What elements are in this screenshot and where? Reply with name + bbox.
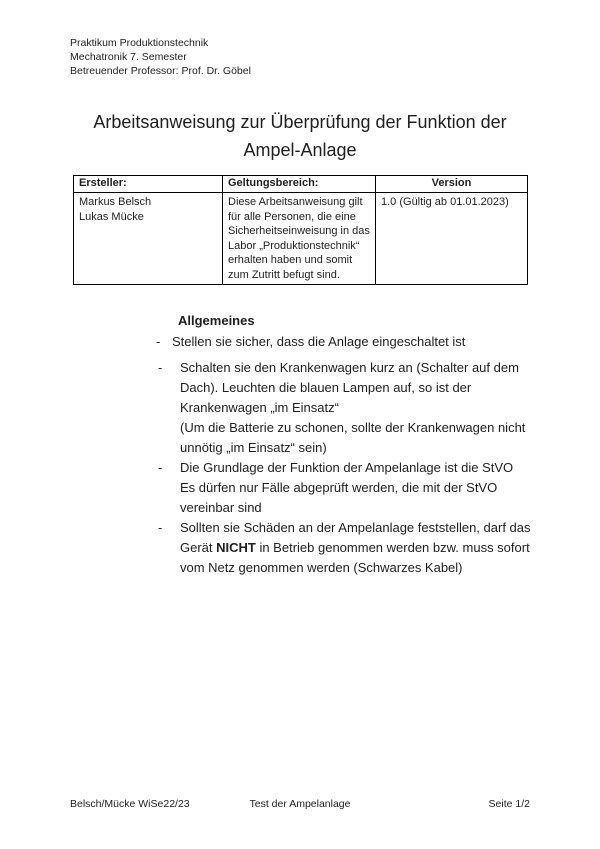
bullet-list	[156, 332, 548, 578]
text-segment: Es dürfen nur Fälle abgeprüft werden, die mit der StVO	[180, 480, 498, 495]
text-line: Markus Belsch	[79, 196, 152, 208]
text-line	[180, 478, 548, 498]
text-line: für alle Personen, die eine	[228, 210, 356, 223]
header-line-professor: Betreuender Professor: Prof. Dr. Göbel	[70, 65, 251, 77]
text-line: zum Zutritt befugt sind.	[228, 268, 340, 281]
footer-document-title: Test der Ampelanlage	[249, 798, 351, 810]
dash-marker: -	[158, 520, 163, 535]
text-line	[180, 378, 548, 398]
geltungsbereich-cell	[223, 193, 376, 285]
page-title	[0, 108, 600, 164]
text-segment: Die Grundlage der Funktion der Ampelanlage ist die StVO	[180, 460, 514, 475]
info-table-body-row	[74, 193, 528, 285]
text-line	[180, 458, 548, 478]
dash-marker: -	[158, 360, 163, 375]
column-header-geltungsbereich: Geltungsbereich:	[223, 176, 376, 193]
text-line: erhalten haben und somit	[228, 254, 353, 267]
section-heading-allgemeines: Allgemeines	[178, 313, 255, 328]
text-segment: Stellen sie sicher, dass die Anlage eingeschaltet ist	[172, 334, 466, 349]
ersteller-cell	[74, 193, 223, 285]
text-line: Lukas Mücke	[79, 210, 144, 223]
column-header-ersteller: Ersteller:	[74, 176, 223, 193]
text-segment: unnötig „im Einsatz“ sein)	[180, 440, 327, 455]
header-line-program: Mechatronik 7. Semester	[70, 51, 187, 63]
document-header	[70, 36, 251, 78]
text-line	[180, 358, 548, 378]
text-line: Labor „Produktionstechnik“	[228, 239, 360, 252]
info-table	[73, 175, 528, 285]
page-title-line-1: Arbeitsanweisung zur Überprüfung der Funktion der	[93, 112, 507, 132]
text-line: Diese Arbeitsanweisung gilt	[228, 196, 363, 208]
info-table-header-row	[74, 176, 528, 193]
footer-authors: Belsch/Mücke WiSe22/23	[70, 798, 190, 810]
dash-marker: -	[156, 334, 161, 349]
list-item	[156, 332, 548, 352]
text-segment: Gerät	[180, 540, 217, 555]
list-item	[156, 518, 548, 578]
column-header-version: Version	[376, 176, 528, 193]
text-segment: in Betrieb genommen werden bzw. muss sofort	[255, 540, 530, 555]
text-segment: Dach). Leuchten die blauen Lampen auf, so ist der	[180, 380, 472, 395]
header-line-course: Praktikum Produktionstechnik	[70, 37, 209, 49]
page-footer	[70, 797, 530, 811]
emphasized-text: NICHT	[216, 540, 256, 555]
text-segment: Krankenwagen „im Einsatz“	[180, 400, 339, 415]
text-line: Sicherheitseinweisung in das	[228, 225, 370, 238]
text-segment: vom Netz genommen werden (Schwarzes Kabel)	[180, 560, 463, 575]
list-item	[156, 358, 548, 458]
text-line	[180, 518, 548, 538]
version-cell: 1.0 (Gültig ab 01.01.2023)	[376, 193, 528, 285]
text-line	[180, 538, 548, 558]
text-segment: Schalten sie den Krankenwagen kurz an (Schalter auf dem	[180, 360, 519, 375]
text-segment: vereinbar sind	[180, 500, 262, 515]
list-item	[156, 458, 548, 518]
text-line	[180, 498, 548, 518]
text-line	[172, 332, 548, 352]
text-line	[180, 418, 548, 438]
dash-marker: -	[158, 460, 163, 475]
text-line	[180, 438, 548, 458]
text-line	[180, 398, 548, 418]
text-segment: (Um die Batterie zu schonen, sollte der Krankenwagen nicht	[180, 420, 526, 435]
footer-page-number: Seite 1/2	[488, 798, 530, 810]
text-segment: Sollten sie Schäden an der Ampelanlage feststellen, darf das	[180, 520, 531, 535]
page-title-line-2: Ampel-Anlage	[243, 140, 357, 160]
text-line	[180, 558, 548, 578]
